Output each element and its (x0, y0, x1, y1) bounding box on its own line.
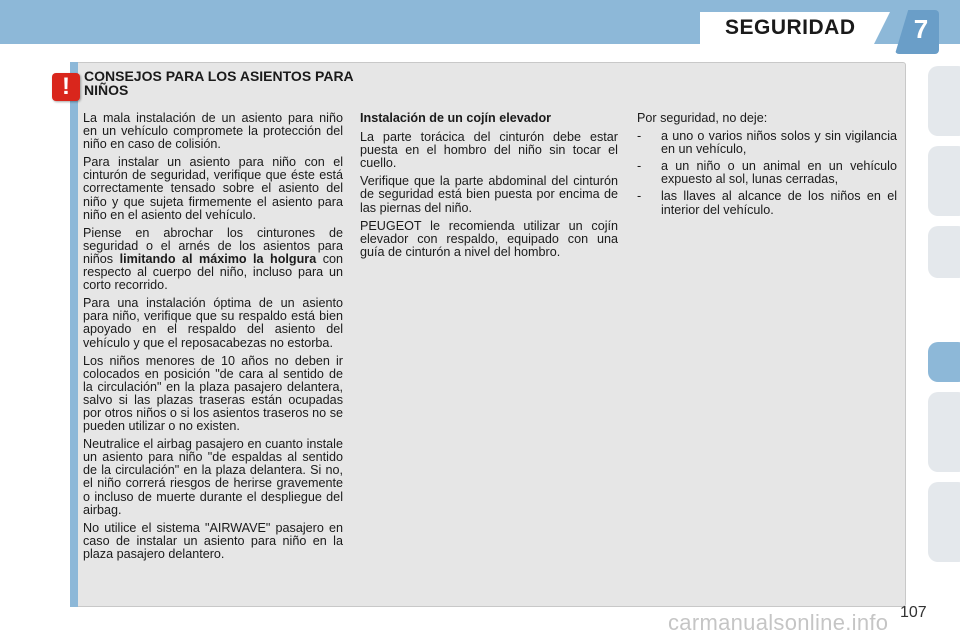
text-run: con respecto al cuerpo del niño, incluso para un corto recorrido. (83, 251, 343, 293)
paragraph (83, 227, 343, 292)
watermark: carmanualsonline.info (668, 610, 889, 635)
list-item-text: a un niño o un animal en un vehículo expuesto al sol, lunas cerradas, (661, 159, 897, 187)
list-item (637, 190, 897, 216)
emphasis-text: limitando al máximo la holgura (119, 251, 317, 266)
chapter-number: 7 (913, 14, 929, 44)
list-item-text: las llaves al alcance de los niños en el interior del vehículo. (661, 189, 897, 217)
list-item-text: a uno o varios niños solos y sin vigilancia en un vehículo, (661, 129, 897, 157)
side-tab[interactable] (928, 392, 960, 472)
warning-icon: ! (52, 73, 80, 101)
panel-accent-stripe (70, 62, 78, 607)
list-item (637, 160, 897, 186)
column-middle (360, 112, 618, 264)
booster-heading: Instalación de un cojín elevador (360, 111, 552, 125)
side-tab[interactable] (928, 482, 960, 562)
side-tab[interactable] (928, 146, 960, 216)
paragraph: Para una instalación óptima de un asiento para niño, verifique que su respaldo está bien apoyado en el respaldo del asiento del vehículo y que el reposacabezas no estorba. (83, 296, 343, 350)
paragraph: No utilice el sistema "AIRWAVE" pasajero en caso de instalar un asiento para niño en la plaza pasajero delantero. (83, 520, 343, 561)
side-tab-active[interactable] (928, 342, 960, 382)
list-item (637, 130, 897, 156)
column-right (637, 112, 897, 221)
bullet-dash: - (637, 159, 642, 174)
column-left (83, 112, 343, 566)
panel-title: CONSEJOS PARA LOS ASIENTOS PARA NIÑOS (84, 68, 354, 98)
bullet-dash: - (637, 129, 642, 144)
side-tab[interactable] (928, 66, 960, 136)
section-title: SEGURIDAD (725, 16, 856, 39)
paragraph: Para instalar un asiento para niño con el cinturón de seguridad, verifique que éste está correctamente tensado sobre el asiento del niño y que sujeta firmemente el asiento para niño en el asiento del vehículo. (83, 155, 343, 222)
paragraph: Por seguridad, no deje: (637, 111, 768, 125)
paragraph: PEUGEOT le recomienda utilizar un cojín elevador con respaldo, equipado con una guía de cinturón a nivel del hombro. (360, 218, 618, 259)
paragraph: La mala instalación de un asiento para niño en un vehículo compromete la protección del niño en caso de colisión. (83, 111, 343, 152)
paragraph: Neutralice el airbag pasajero en cuanto instale un asiento para niño "de espaldas al sentido de la circulación" en la plaza delantera. Si no, el niño correrá riesgos de herirse gravemente o incluso de muerte durante el despliegue del airbag. (83, 437, 343, 517)
bullet-dash: - (637, 189, 642, 204)
paragraph: Verifique que la parte abdominal del cinturón de seguridad está bien puesta por encima de las piernas del niño. (360, 174, 618, 215)
text-run: Piense en abrochar los cinturones de seguridad o el arnés de los asientos para niños (83, 225, 343, 266)
page-number: 107 (900, 604, 927, 621)
paragraph: Los niños menores de 10 años no deben ir colocados en posición "de cara al sentido de la circulación" en la plaza pasajero delantera, salvo si las plazas traseras están ocupadas por otros niños o si los asientos traseros no se pueden utilizar o no existen. (83, 353, 343, 434)
side-tab[interactable] (928, 226, 960, 278)
paragraph: La parte torácica del cinturón debe estar puesta en el hombro del niño sin tocar el cuello. (360, 130, 618, 171)
